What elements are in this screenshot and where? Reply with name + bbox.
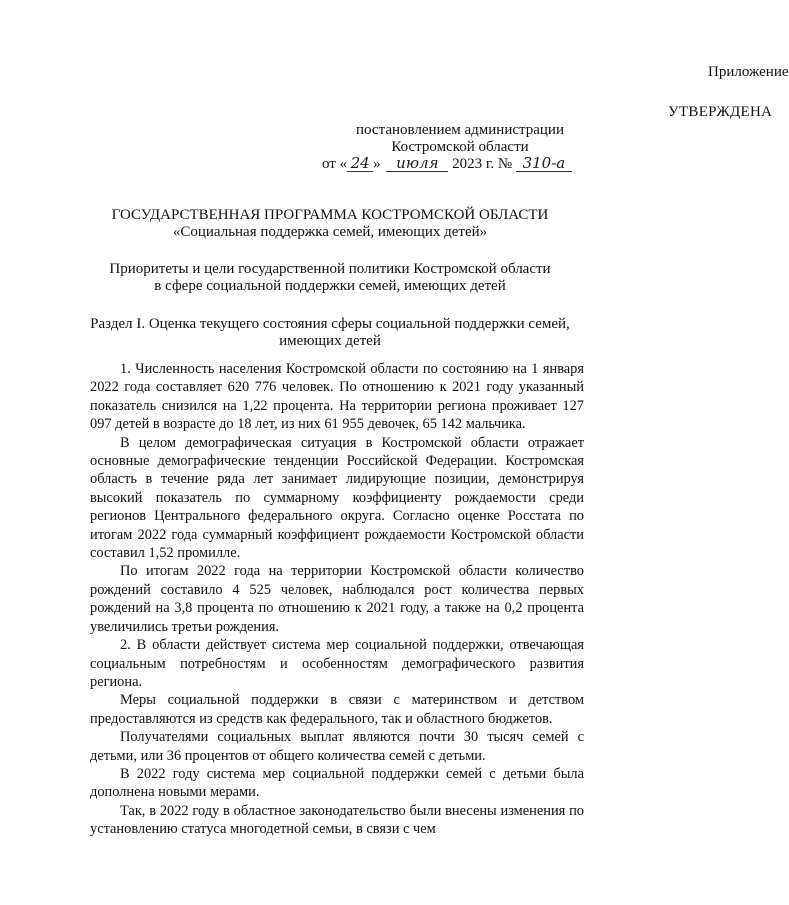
approved-label: УТВЕРЖДЕНА — [668, 104, 773, 120]
priorities-heading-line-2: в сфере социальной поддержки семей, имеющих детей — [154, 278, 506, 294]
priorities-heading-line-1: Приоритеты и цели государственной политики Костромской области — [109, 261, 551, 277]
paragraph: 2. В области действует система мер социальной поддержки, отвечающая социальным потребностям и особенностям демографического развития региона. — [90, 637, 584, 690]
paragraph: 1. Численность населения Костромской области по состоянию на 1 января 2022 года составляет 620 776 человек. По отношению к 2021 году указанный показатель снизился на 1,22 процента. На территории региона проживает 127 097 детей в возрасте до 18 лет, из них 61 955 девочек, 65 142 мальчика. — [90, 361, 584, 433]
handwritten-day: 24 — [347, 156, 373, 172]
order-date-line — [322, 156, 572, 173]
handwritten-order-number: 310-а — [516, 156, 572, 172]
order-line-2: Костромской области — [391, 139, 529, 155]
paragraph: В целом демографическая ситуация в Костромской области отражает основные демографические тенденции Российской Федерации. Костромская область в течение ряда лет занимает лидирующие позиции, демонстрируя высокий показатель по суммарному коэффициенту рождаемости среди регионов Центрального федерального округа. Согласно оценке Росстата по итогам 2022 года суммарный коэффициент рождаемости Костромской области составил 1,52 промилле. — [90, 434, 584, 562]
date-mid: » — [373, 156, 385, 172]
body-text — [90, 360, 584, 839]
program-title-line-1: ГОСУДАРСТВЕННАЯ ПРОГРАММА КОСТРОМСКОЙ ОБЛАСТИ — [111, 207, 549, 223]
paragraph: По итогам 2022 года на территории Костромской области количество рождений составило 4 525 человек, наблюдался рост количества первых рождений на 3,8 процента по отношению к 2021 году, а также на 0,2 процента увеличились третьи рождения. — [90, 563, 584, 635]
paragraph: Так, в 2022 году в областное законодательство были внесены изменения по установлению статуса многодетной семьи, в связи с чем — [90, 802, 584, 838]
section-heading — [60, 316, 600, 350]
handwritten-month: июля — [386, 156, 448, 172]
paragraph: В 2022 году система мер социальной поддержки семей с детьми была дополнена новыми мерами. — [90, 765, 584, 801]
paragraph: Получателями социальных выплат являются почти 30 тысяч семей с детьми, или 36 процентов от общего количества семей с детьми. — [90, 729, 584, 764]
program-title-line-2: «Социальная поддержка семей, имеющих детей» — [172, 224, 488, 240]
priorities-heading — [60, 261, 600, 295]
paragraph: Меры социальной поддержки в связи с материнством и детством предоставляются из средств как федерального, так и областного бюджетов. — [90, 692, 584, 727]
order-text — [310, 122, 610, 156]
section-heading-line-1: Раздел I. Оценка текущего состояния сферы социальной поддержки семей, — [90, 316, 570, 332]
appendix-label: Приложение — [708, 64, 789, 80]
program-title — [60, 207, 600, 241]
section-heading-line-2: имеющих детей — [279, 333, 381, 349]
date-year: 2023 г. № — [448, 156, 516, 172]
date-prefix: от « — [322, 156, 348, 172]
order-line-1: постановлением администрации — [356, 122, 564, 138]
